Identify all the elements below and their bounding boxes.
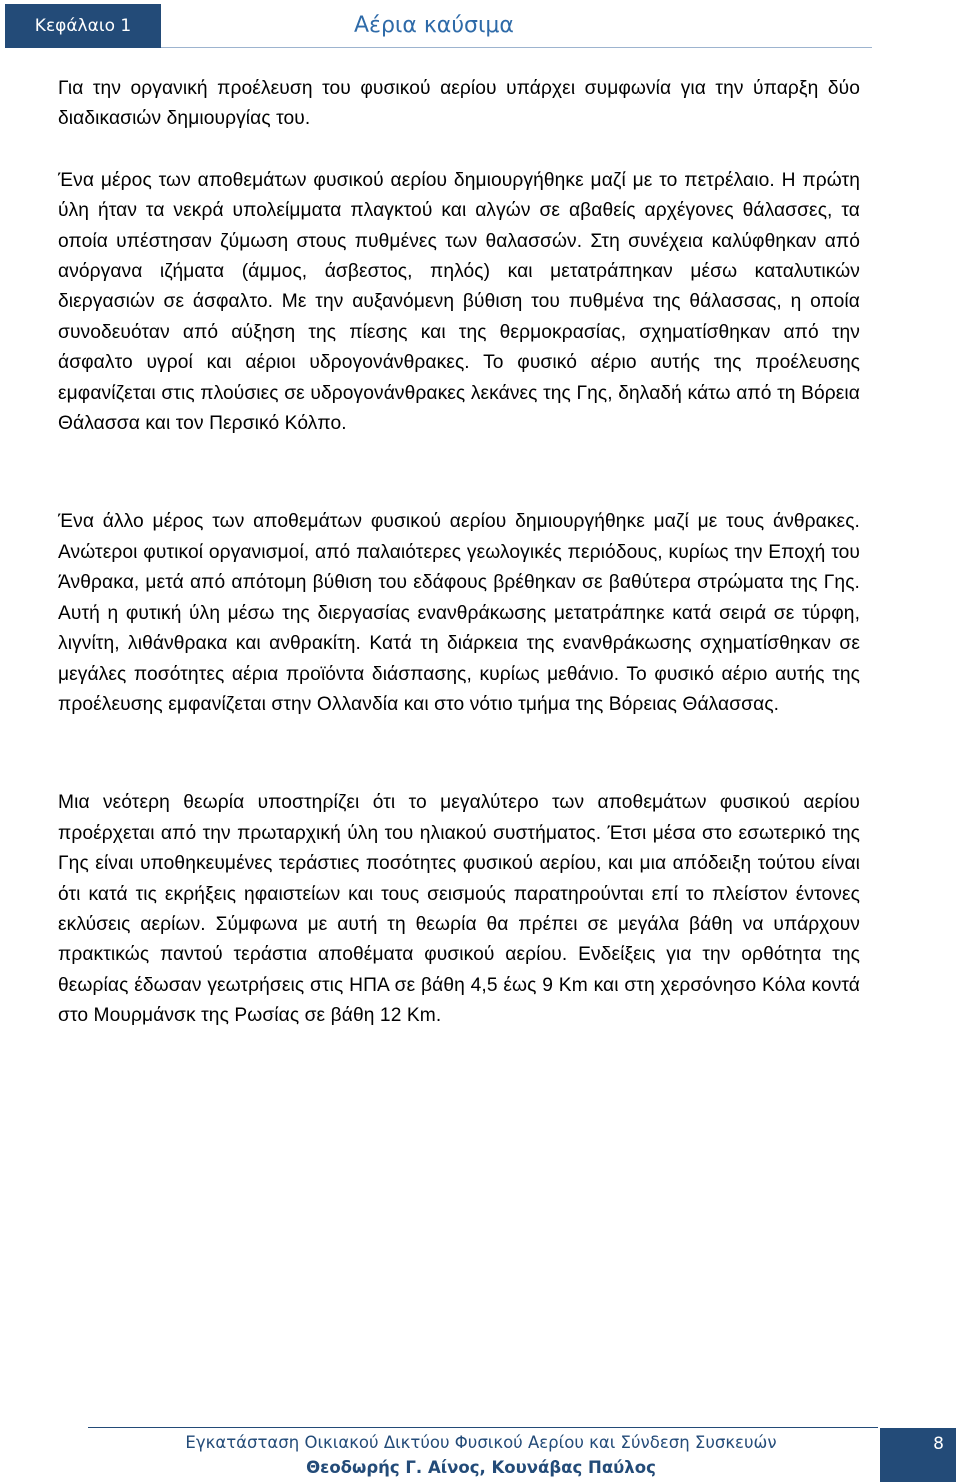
page-number: 8 <box>880 1428 956 1482</box>
footer-authors: Θεοδωρής Γ. Αίνος, Κουνάβας Παύλος <box>306 1458 656 1477</box>
paragraph-intro: Για την οργανική προέλευση του φυσικού αερίου υπάρχει συμφωνία για την ύπαρξη δύο διαδικασιών δημιουργίας του. <box>58 78 860 130</box>
paragraph-new-theory: Μια νεότερη θεωρία υποστηρίζει ότι το μεγαλύτερο των αποθεμάτων φυσικού αερίου προέρχεται από την πρωταρχική ύλη του ηλιακού συστήματος. Έτσι μέσα στο εσωτερικό της Γης είναι υποθηκευμένες τεράστιες ποσότητες φυσικού αερίου, και μια απόδειξη τούτου είναι ότι κατά τις εκρήξεις ηφαιστείων και τους σεισμούς παρατηρούνται επί το πλείστον έντονες εκλύσεις αερίων. Σύμφωνα με αυτή τη θεωρία θα πρέπει σε μεγάλα βάθη να υπάρχουν πρακτικώς παντού τεράστια αποθέματα φυσικού αερίου. Ενδείξεις για την ορθότητα της θεωρίας έδωσαν γεωτρήσεις στις ΗΠΑ σε βάθη 4,5 έως 9 Km και στη χερσόνησο Κόλα κοντά στο Μουρμάνσκ της Ρωσίας σε βάθη 12 Km. <box>58 792 860 1027</box>
footer-document-title: Εγκατάσταση Οικιακού Δικτύου Φυσικού Αερίου και Σύνδεση Συσκευών <box>185 1433 777 1452</box>
chapter-label: Κεφάλαιο 1 <box>5 4 161 48</box>
footer-divider <box>88 1427 878 1428</box>
page-footer <box>0 1424 960 1484</box>
running-title: Αέρια καύσιμα <box>354 13 514 38</box>
header-divider <box>161 47 872 48</box>
paragraph-petroleum-origin: Ένα μέρος των αποθεμάτων φυσικού αερίου δημιουργήθηκε μαζί με το πετρέλαιο. Η πρώτη ύλη ήταν τα νεκρά υπολείμματα πλαγκτού και αλγών σε αβαθείς αρχέγονες θάλασσες, τα οποία υπέστησαν ζύμωση στους πυθμένες των θαλασσών. Στη συνέχεια καλύφθηκαν από ανόργανα ιζήματα (άμμος, άσβεστος, πηλός) και μετατράπηκαν μέσω καταλυτικών διεργασιών σε άσφαλτο. Με την αυξανόμενη βύθιση του πυθμένα της θάλασσας, η οποία συνοδευόταν από αύξηση της πίεσης και της θερμοκρασίας, σχηματίσθηκαν από την άσφαλτο υγροί και αέριοι υδρογονάνθρακες. Το φυσικό αέριο αυτής της προέλευσης εμφανίζεται στις πλούσιες σε υδρογονάνθρακες λεκάνες της Γης, δηλαδή κάτω από τη Βόρεια Θάλασσα και τον Περσικό Κόλπο. <box>58 169 860 435</box>
page-body <box>58 74 860 1032</box>
paragraph-coal-origin: Ένα άλλο μέρος των αποθεμάτων φυσικού αερίου δημιουργήθηκε μαζί με τους άνθρακες. Ανώτεροι φυτικοί οργανισμοί, από παλαιότερες γεωλογικές περιόδους, κυρίως την Εποχή του Άνθρακα, μετά από απότομη βύθιση του εδάφους βρέθηκαν σε βαθύτερα στρώματα της Γης. Αυτή η φυτική ύλη μέσω της διεργασίας ενανθράκωσης μετατράπηκε κατά σειρά σε τύρφη, λιγνίτη, λιθάνθρακα και ανθρακίτη. Κατά τη διάρκεια της ενανθράκωσης σχηματίσθηκαν σε μεγάλες ποσότητες αέρια προϊόντα διάσπασης, κυρίως μεθάνιο. Το φυσικό αέριο αυτής της προέλευσης εμφανίζεται στην Ολλανδία και στο νότιο τμήμα της Βόρειας Θάλασσας. <box>58 511 860 715</box>
page-header <box>0 0 960 50</box>
